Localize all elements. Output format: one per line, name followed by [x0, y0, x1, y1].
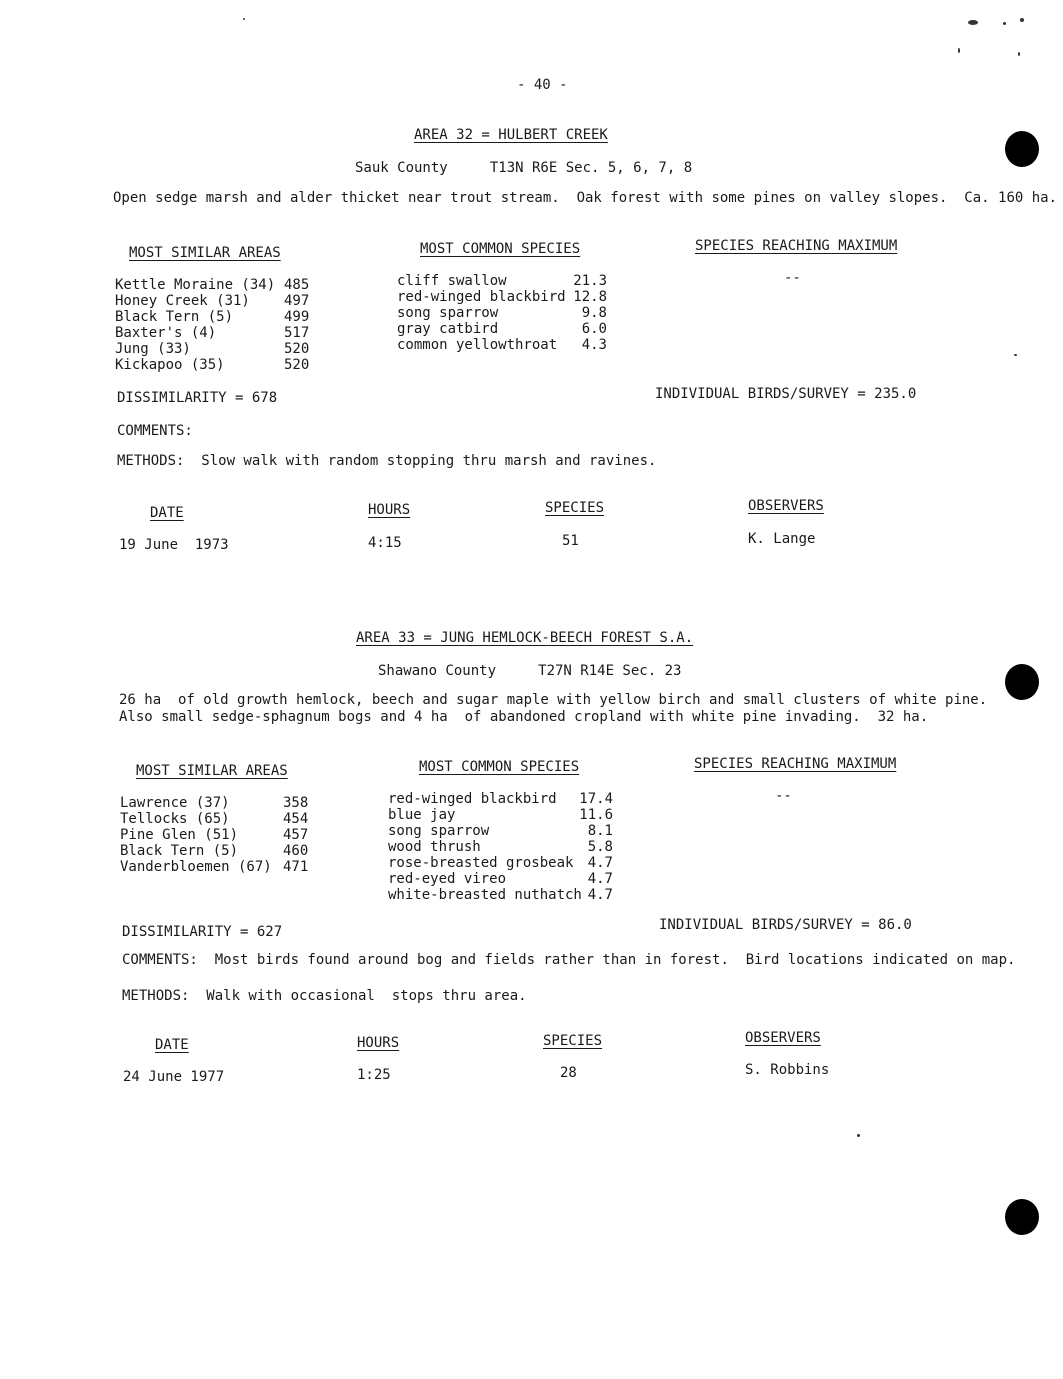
area33-location: Shawano County T27N R14E Sec. 23	[378, 663, 682, 679]
area33-heading: AREA 33 = JUNG HEMLOCK-BEECH FOREST S.A.	[356, 630, 694, 646]
scan-speck	[1018, 52, 1020, 56]
area33-comments: COMMENTS: Most birds found around bog and fields rather than in forest. Bird locations indicated on map.	[122, 952, 1016, 968]
area33-species-header: SPECIES	[543, 1033, 603, 1049]
area32-date-header: DATE	[150, 505, 184, 521]
area32-similar-list: Kettle Moraine (34) 485 Honey Creek (31) 497 Black Tern (5) 499 Baxter's (4) 517 Jung (33) 520 Kickapoo (35) 520	[115, 277, 310, 373]
area33-description-line1: 26 ha of old growth hemlock, beech and sugar maple with yellow birch and small clusters of white pine.	[119, 692, 988, 708]
area32-location: Sauk County T13N R6E Sec. 5, 6, 7, 8	[355, 160, 693, 176]
area32-comments: COMMENTS:	[117, 423, 193, 439]
area33-birds-per-survey: INDIVIDUAL BIRDS/SURVEY = 86.0	[659, 917, 912, 933]
page-number: - 40 -	[517, 77, 568, 93]
area33-survey-observers: S. Robbins	[745, 1062, 830, 1078]
area33-survey-date: 24 June 1977	[123, 1069, 225, 1085]
area32-description: Open sedge marsh and alder thicket near trout stream. Oak forest with some pines on valley slopes. Ca. 160 ha.	[113, 190, 1058, 206]
scan-speck	[1020, 18, 1024, 22]
area32-similar-header: MOST SIMILAR AREAS	[129, 245, 281, 261]
area33-date-header: DATE	[155, 1037, 189, 1053]
area33-hours-header: HOURS	[357, 1035, 400, 1051]
area32-species-header: SPECIES	[545, 500, 605, 516]
area33-survey-hours: 1:25	[357, 1067, 391, 1083]
area32-survey-species: 51	[562, 533, 579, 549]
area32-common-list: cliff swallow 21.3 red-winged blackbird 12.8 song sparrow 9.8 gray catbird 6.0 common yellowthroat 4.3	[397, 273, 607, 353]
area33-common-list: red-winged blackbird 17.4 blue jay 11.6 song sparrow 8.1 wood thrush 5.8 rose-breasted grosbeak 4.7 red-eyed vireo 4.7 white-breasted nuthatch 4.7	[388, 791, 613, 903]
scan-speck	[243, 18, 245, 20]
area32-dissimilarity: DISSIMILARITY = 678	[117, 390, 278, 406]
scan-speck	[1014, 354, 1017, 356]
area33-maximum-value: --	[775, 788, 792, 804]
area32-survey-hours: 4:15	[368, 535, 402, 551]
area33-description-line2: Also small sedge-sphagnum bogs and 4 ha of abandoned cropland with white pine invading. 32 ha.	[119, 709, 929, 725]
area33-observers-header: OBSERVERS	[745, 1030, 821, 1046]
area33-similar-header: MOST SIMILAR AREAS	[136, 763, 288, 779]
area33-dissimilarity: DISSIMILARITY = 627	[122, 924, 283, 940]
area32-heading: AREA 32 = HULBERT CREEK	[414, 127, 608, 143]
area32-survey-date: 19 June 1973	[119, 537, 229, 553]
scan-speck	[1003, 22, 1006, 25]
area32-maximum-header: SPECIES REACHING MAXIMUM	[695, 238, 898, 254]
area33-maximum-header: SPECIES REACHING MAXIMUM	[694, 756, 897, 772]
area32-methods: METHODS: Slow walk with random stopping thru marsh and ravines.	[117, 453, 657, 469]
area33-methods: METHODS: Walk with occasional stops thru area.	[122, 988, 527, 1004]
punch-hole	[1005, 131, 1039, 167]
area32-observers-header: OBSERVERS	[748, 498, 824, 514]
area32-hours-header: HOURS	[368, 502, 411, 518]
area32-maximum-value: --	[784, 270, 801, 286]
area33-common-header: MOST COMMON SPECIES	[419, 759, 580, 775]
area32-survey-observers: K. Lange	[748, 531, 816, 547]
scan-speck	[857, 1134, 860, 1137]
area32-birds-per-survey: INDIVIDUAL BIRDS/SURVEY = 235.0	[655, 386, 917, 402]
area33-similar-list: Lawrence (37) 358 Tellocks (65) 454 Pine Glen (51) 457 Black Tern (5) 460 Vanderbloemen (67) 471	[120, 795, 309, 875]
scan-speck	[968, 20, 978, 25]
area32-common-header: MOST COMMON SPECIES	[420, 241, 581, 257]
area33-survey-species: 28	[560, 1065, 577, 1081]
scan-speck	[958, 48, 960, 53]
punch-hole	[1005, 664, 1039, 700]
punch-hole	[1005, 1199, 1039, 1235]
